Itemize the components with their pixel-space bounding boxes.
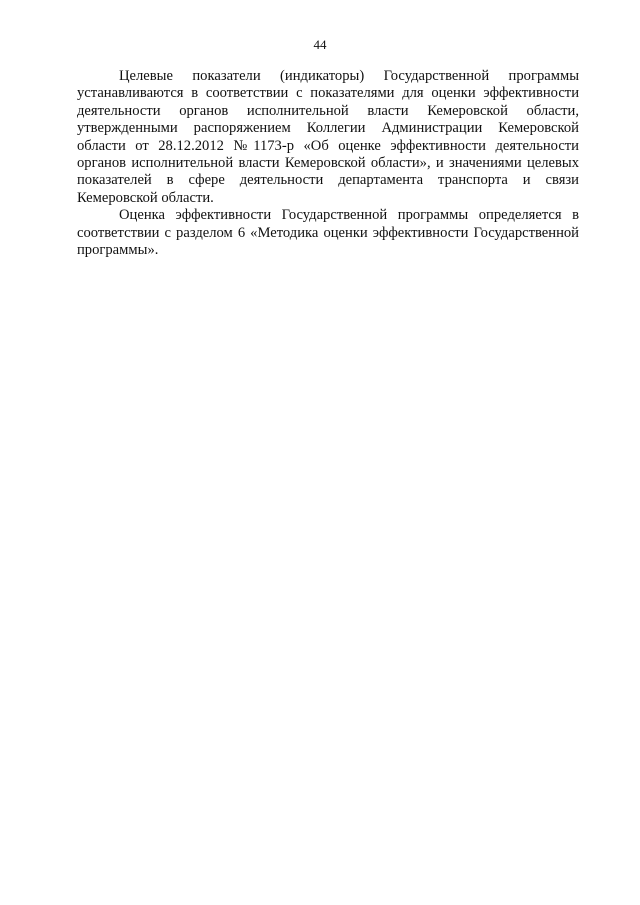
paragraph-efficiency-assessment: Оценка эффективности Государственной программы определяется в соответствии с разделом 6 «Методика оценки эффективности Государственной программы». (77, 207, 579, 259)
page-number: 44 (313, 37, 327, 52)
paragraph-target-indicators: Целевые показатели (индикаторы) Государственной программы устанавливаются в соответствии с показателями для оценки эффективности деятельности органов исполнительной власти Кемеровской области, утвержденными распоряжением Коллегии Администрации Кемеровской области от 28.12.2012 №1173-р «Об оценке эффективности деятельности органов исполнительной власти Кемеровской области», и значениями целевых показателей в сфере деятельности департамента транспорта и связи Кемеровской области. (77, 68, 579, 206)
document-body (77, 68, 579, 259)
